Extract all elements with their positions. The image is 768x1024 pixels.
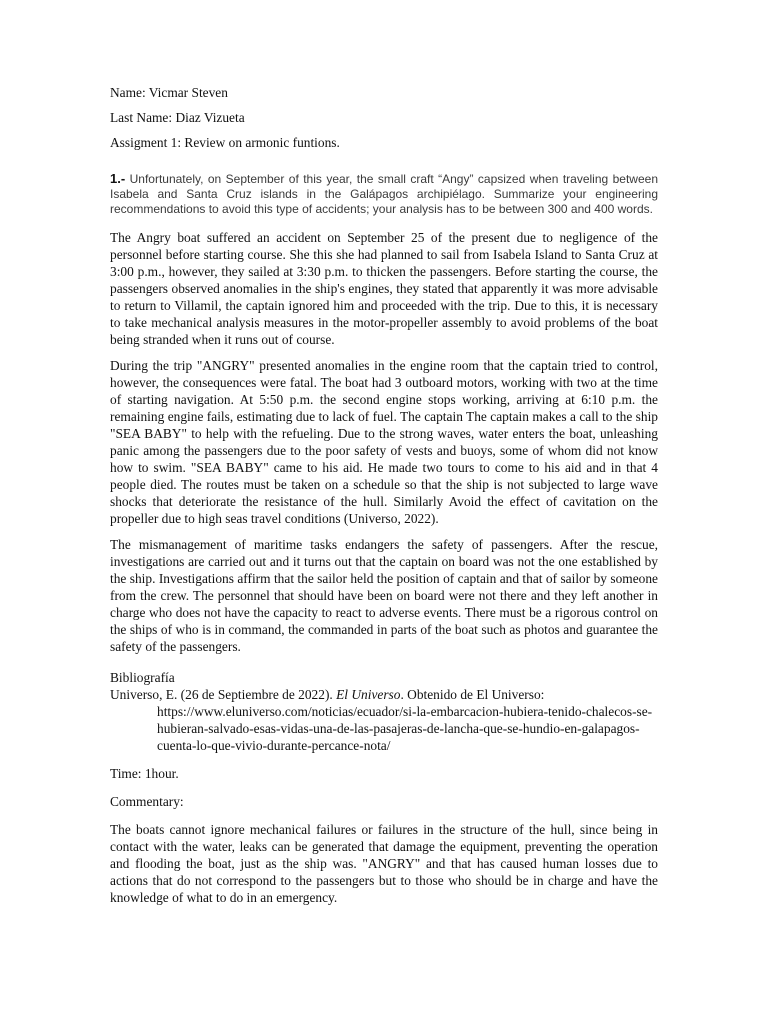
- body-paragraph-1: The Angry boat suffered an accident on September 25 of the present due to negligence of the personnel before starting course. She this she had planned to sail from Isabela Island to Santa Cruz at 3:00 p.m., however, they sailed at 3:30 p.m. to thicken the passengers. Before starting the course, the passengers observed anomalies in the ship's engines, they stated that apparently it was more advisable to return to Villamil, the captain ignored him and proceeded with the trip. Due to this, it is necessary to take mechanical analysis measures in the motor-propeller assembly to avoid problems of the boat being stranded when it runs out of course.: [110, 230, 658, 347]
- time-line: Time: 1hour.: [110, 766, 179, 781]
- commentary-text: The boats cannot ignore mechanical failures or failures in the structure of the hull, since being in contact with the water, leaks can be generated that damage the equipment, preventing the operation and flooding the boat, just as the ship was. "ANGRY" and that has caused human losses due to actions that do not correspond to the passengers but to those who should be in charge and have the knowledge of what to do in an emergency.: [110, 822, 658, 905]
- question-number: 1.-: [110, 171, 126, 186]
- bibliography-entry: Universo, E. (26 de Septiembre de 2022). El Universo. Obtenido de El Universo: https://www.eluniverso.com/noticias/ecuador/si-la-embarcacion-hubiera-tenido-chalecos-se-hubieran-salvado-esas-vidas-una-de-las-pasajeras-de-lancha-que-se-hundio-en-galapagos-cuenta-lo-que-vivio-durante-percance-nota/: [110, 687, 653, 753]
- student-last-name: Last Name: Diaz Vizueta: [110, 110, 245, 125]
- document-page: [110, 84, 658, 915]
- bibliography-title: Bibliografía: [110, 670, 175, 685]
- body-paragraph-2: During the trip "ANGRY" presented anomalies in the engine room that the captain tried to control, however, the consequences were fatal. The boat had 3 outboard motors, working with two at the time of starting navigation. At 5:50 p.m. the second engine stops working, arriving at 6:10 p.m. the remaining engine fails, estimating due to lack of fuel. The captain The captain makes a call to the ship "SEA BABY" to help with the refueling. Due to the strong waves, water enters the boat, unleashing panic among the passengers due to the poor safety of vests and buoys, some of whom did not know how to swim. "SEA BABY" came to his aid. He made two tours to come to his aid and in that 4 people died. The routes must be taken on a schedule so that the ship is not subjected to large wave shocks that deteriorate the resistance of the hull. Similarly Avoid the effect of cavitation on the propeller due to high seas travel conditions (Universo, 2022).: [110, 358, 658, 526]
- question-line-2: Isabela and Santa Cruz islands in the Galápagos archipiélago. Summarize your engineering: [110, 187, 658, 201]
- bibliography-source: El Universo: [336, 687, 401, 702]
- assignment-title: Assigment 1: Review on armonic funtions.: [110, 135, 340, 150]
- commentary-label: Commentary:: [110, 794, 184, 809]
- bibliography-url: https://www.eluniverso.com/noticias/ecuador/si-la-embarcacion-hubiera-tenido-chalecos-se-hubieran-salvado-esas-vidas-una-de-las-pasajeras-de-lancha-que-se-hundio-en-galapagos-cuenta-lo-que-vivio-durante-percance-nota/: [157, 704, 653, 753]
- question-line-1: 1.- Unfortunately, on September of this year, the small craft “Angy” capsized when traveling between: [110, 171, 658, 186]
- question-line-3: recommendations to avoid this type of accidents; your analysis has to be between 300 and 400 words.: [110, 202, 653, 216]
- body-paragraph-3: The mismanagement of maritime tasks endangers the safety of passengers. After the rescue, investigations are carried out and it turns out that the captain on board was not the one established by the ship. Investigations affirm that the sailor held the position of captain and that of sailor by someone from the crew. The personnel that should have been on board were not there and they left another in charge who does not have the capacity to react to adverse events. There must be a rigorous control on the ships of who is in command, the commanded in parts of the boat such as photos and guarantee the safety of the passengers.: [110, 537, 658, 654]
- assignment-question: [110, 171, 658, 217]
- student-name: Name: Vicmar Steven: [110, 85, 228, 100]
